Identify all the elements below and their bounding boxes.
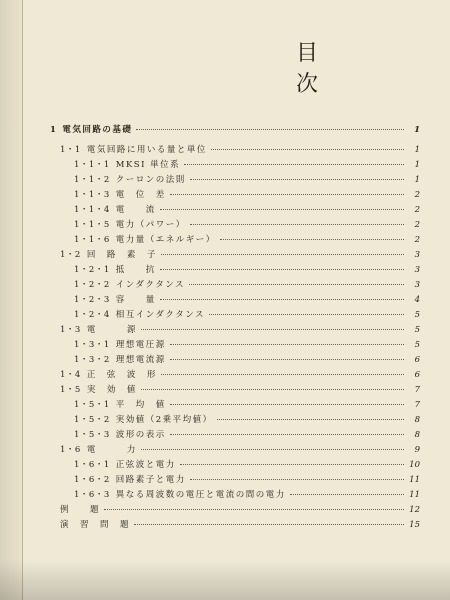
entry-page: 9 [414, 445, 420, 455]
dot-leader [190, 224, 404, 225]
toc-entry [50, 461, 420, 476]
toc-entry [50, 221, 420, 236]
toc-entry [50, 206, 420, 221]
entry-label: 回路素子と電力 [115, 475, 186, 485]
entry-number: 1・6・2 [74, 475, 110, 485]
dot-leader [170, 404, 404, 405]
dot-leader [134, 524, 404, 525]
entry-label: 演 習 問 題 [60, 520, 131, 530]
entry-number: 1・3・1 [74, 340, 110, 350]
entry-label: 異なる周波数の電圧と電流の間の電力 [115, 490, 286, 500]
table-of-contents [50, 126, 420, 536]
dot-leader [160, 269, 404, 270]
entry-number: 1・3・2 [74, 355, 110, 365]
entry-page: 10 [409, 460, 420, 470]
entry-page: 2 [414, 190, 420, 200]
toc-entry [50, 326, 420, 341]
entry-label: 電力（パワー） [115, 220, 186, 230]
chapter-label: 電気回路の基礎 [62, 125, 133, 135]
chapter-number: 1 [50, 125, 57, 135]
dot-leader [141, 329, 404, 330]
entry-number: 1・3 [60, 325, 81, 335]
page-shadow [0, 560, 450, 600]
entry-label: 相互インダクタンス [115, 310, 205, 320]
dot-leader [170, 344, 404, 345]
dot-leader [180, 464, 404, 465]
entry-page: 5 [414, 340, 420, 350]
entry-page: 6 [414, 355, 420, 365]
dot-leader [290, 494, 404, 495]
entry-number: 1・1 [60, 145, 81, 155]
toc-entry [50, 491, 420, 506]
entry-page: 3 [414, 280, 420, 290]
entry-label: 実効値（2乗平均値） [115, 415, 213, 425]
entry-label: MKSI 単位系 [115, 160, 181, 170]
toc-entry [50, 251, 420, 266]
entry-label: 正弦波と電力 [115, 460, 176, 470]
toc-entry [50, 416, 420, 431]
entry-number: 1・5 [60, 385, 81, 395]
entry-label: 電 流 [115, 205, 156, 215]
entry-label: 理想電圧源 [115, 340, 166, 350]
entry-number: 1・4 [60, 370, 81, 380]
entry-number: 1・1・2 [74, 175, 110, 185]
dot-leader [136, 129, 404, 130]
entry-number: 1・6・1 [74, 460, 110, 470]
toc-entry [50, 476, 420, 491]
entry-page: 1 [414, 175, 420, 185]
entry-label: 電 位 差 [115, 190, 166, 200]
toc-entry [50, 236, 420, 251]
entry-page: 11 [409, 475, 420, 485]
entry-page: 5 [414, 325, 420, 335]
toc-entry [50, 296, 420, 311]
entry-page: 2 [414, 220, 420, 230]
toc-entry [50, 176, 420, 191]
entry-label: 電 力 [86, 445, 137, 455]
dot-leader [161, 254, 404, 255]
toc-entry [50, 386, 420, 401]
toc-entry [50, 281, 420, 296]
toc-entry [50, 521, 420, 536]
entry-label: 電力量（エネルギー） [115, 235, 216, 245]
dot-leader [161, 374, 404, 375]
dot-leader [170, 194, 404, 195]
entry-number: 1・1・3 [74, 190, 110, 200]
entry-label: 回 路 素 子 [86, 250, 157, 260]
dot-leader [141, 389, 404, 390]
entry-number: 1・6 [60, 445, 81, 455]
entry-page: 15 [409, 520, 420, 530]
entry-number: 1・2・3 [74, 295, 110, 305]
entry-number: 1・1・4 [74, 205, 110, 215]
dot-leader [160, 299, 404, 300]
facing-page-edge [0, 0, 23, 600]
toc-entry [50, 431, 420, 446]
toc-entries [50, 146, 420, 536]
entry-page: 4 [414, 295, 420, 305]
entry-page: 2 [414, 235, 420, 245]
dot-leader [217, 419, 404, 420]
entry-label: 理想電流源 [115, 355, 166, 365]
toc-entry [50, 371, 420, 386]
toc-entry [50, 401, 420, 416]
entry-page: 1 [414, 160, 420, 170]
entry-number: 1・2・2 [74, 280, 110, 290]
entry-number: 1・1・1 [74, 160, 110, 170]
entry-page: 8 [414, 415, 420, 425]
dot-leader [184, 164, 404, 165]
dot-leader [190, 179, 404, 180]
entry-label: 正 弦 波 形 [86, 370, 157, 380]
entry-page: 12 [409, 505, 420, 515]
entry-label: 例 題 [60, 505, 101, 515]
entry-number: 1・2 [60, 250, 81, 260]
entry-label: 実 効 値 [86, 385, 137, 395]
entry-label: 電 源 [86, 325, 137, 335]
dot-leader [209, 314, 404, 315]
dot-leader [170, 359, 404, 360]
entry-label: 波形の表示 [115, 430, 166, 440]
entry-number: 1・5・1 [74, 400, 110, 410]
entry-page: 1 [414, 145, 420, 155]
chapter-entry [50, 126, 420, 144]
dot-leader [220, 239, 404, 240]
entry-page: 2 [414, 205, 420, 215]
toc-entry [50, 446, 420, 461]
entry-number: 1・6・3 [74, 490, 110, 500]
entry-number: 1・5・3 [74, 430, 110, 440]
entry-label: 抵 抗 [115, 265, 156, 275]
dot-leader [104, 509, 404, 510]
toc-entry [50, 191, 420, 206]
toc-entry [50, 506, 420, 521]
dot-leader [190, 479, 404, 480]
entry-label: 平 均 値 [115, 400, 166, 410]
dot-leader [170, 434, 404, 435]
toc-entry [50, 161, 420, 176]
toc-entry [50, 356, 420, 371]
dot-leader [141, 449, 404, 450]
dot-leader [211, 149, 404, 150]
entry-page: 11 [409, 490, 420, 500]
dot-leader [189, 284, 404, 285]
toc-entry [50, 266, 420, 281]
entry-number: 1・1・6 [74, 235, 110, 245]
entry-page: 5 [414, 310, 420, 320]
entry-label: インダクタンス [115, 280, 185, 290]
entry-page: 3 [414, 250, 420, 260]
toc-entry [50, 146, 420, 161]
dot-leader [160, 209, 404, 210]
entry-label: 容 量 [115, 295, 156, 305]
chapter-page: 1 [414, 125, 420, 135]
entry-number: 1・2・4 [74, 310, 110, 320]
entry-page: 6 [414, 370, 420, 380]
entry-page: 7 [414, 400, 420, 410]
page-title: 目 次 [296, 41, 405, 97]
toc-entry [50, 311, 420, 326]
entry-page: 3 [414, 265, 420, 275]
entry-number: 1・5・2 [74, 415, 110, 425]
entry-label: 電気回路に用いる量と単位 [86, 145, 207, 155]
toc-entry [50, 341, 420, 356]
entry-label: クーロンの法則 [115, 175, 186, 185]
entry-page: 7 [414, 385, 420, 395]
entry-number: 1・1・5 [74, 220, 110, 230]
entry-page: 8 [414, 430, 420, 440]
entry-number: 1・2・1 [74, 265, 110, 275]
